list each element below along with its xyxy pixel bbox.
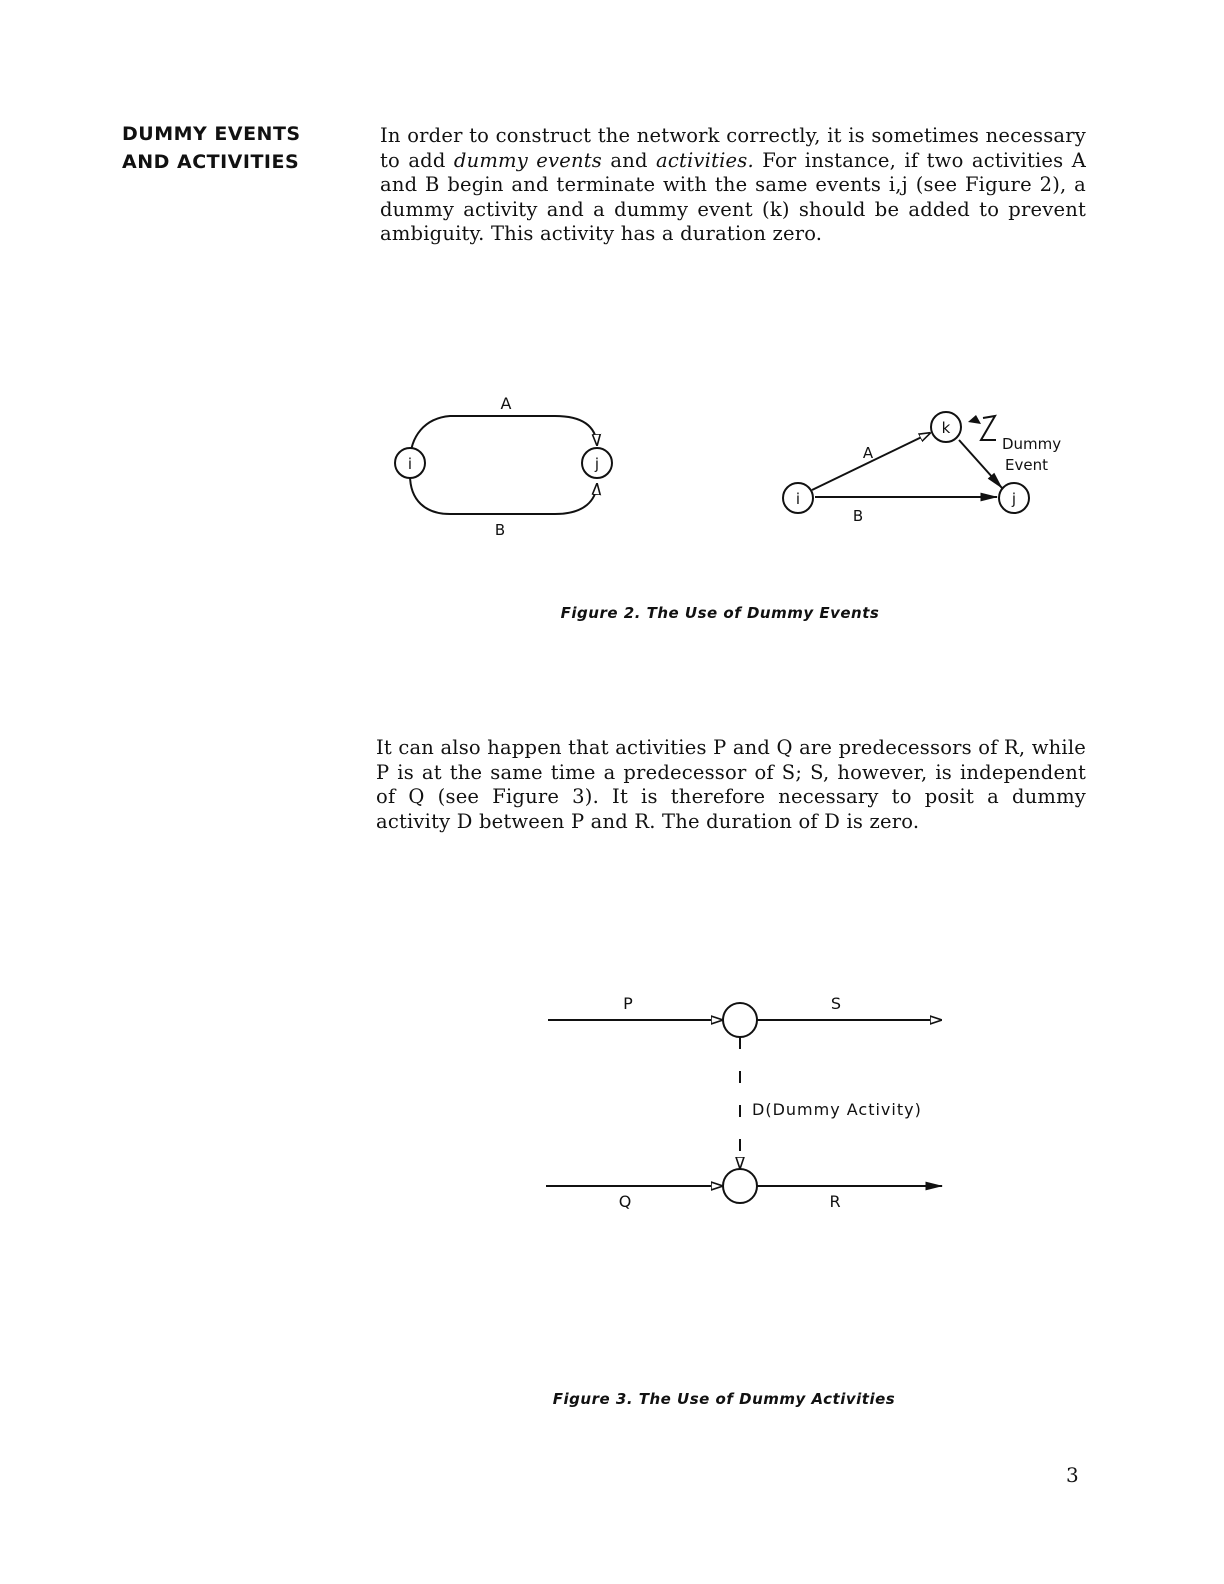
term-activities: activities. [656,148,754,172]
activity-a-edge [410,416,597,462]
dummy-event-pointer [981,416,996,440]
activity-b-label: B [494,521,506,539]
figure2-caption: Figure 2. The Use of Dummy Events [560,604,880,622]
event-node-upper [723,1003,757,1037]
section-heading-line1: DUMMY EVENTS [122,123,301,145]
intro-text-end: For instance, if two activities A and B begin and terminate with the same events i,j (see Figure 2), a dummy activity and a dummy event (k) should be added to prevent ambiguity. This activity has a duration zero. [380,148,1087,245]
figure3-caption: Figure 3. The Use of Dummy Activities [552,1390,896,1408]
dummy-activity-edge [959,440,1002,488]
dummy-event-label-line2: Event [1005,456,1048,474]
dummy-event-label-line1: Dummy [1002,435,1062,453]
event-i-label: i [795,490,801,508]
term-dummy-events: dummy events [453,148,603,172]
dummy-activity-label: D(Dummy Activity) [752,1100,922,1119]
intro-text-start: In order to construct the network correctly, it is sometimes necessary to add [380,124,1086,172]
intro-text-and: and [602,148,657,172]
event-j-label: j [594,455,600,473]
event-node-lower [723,1169,757,1203]
event-k-label: k [941,419,951,437]
event-i-label: i [407,455,413,473]
figure3-intro-paragraph: It can also happen that activities P and Q are predecessors of R, while P is at the same time a predecessor of S; S, however, is independent of Q (see Figure 3). It is therefore necessary to posit a dummy activity D between P and R. The duration of D is zero. [376,736,1086,833]
section-heading-line2: AND ACTIVITIES [122,151,300,173]
activity-p-label: P [623,994,633,1013]
activity-b-label: B [852,507,864,525]
figure2-left-diagram [395,394,612,539]
figure3-diagram [546,994,942,1211]
event-j-label: j [1011,490,1017,508]
activity-q-label: Q [618,1192,632,1211]
activity-a-label: A [862,444,874,462]
activity-b-edge [410,475,597,514]
page-number: 3 [1066,1463,1079,1487]
dummy-event-pointer-arrowhead [968,415,981,424]
activity-s-label: S [830,994,842,1013]
figure2-right-diagram [783,412,1061,525]
activity-r-label: R [829,1192,841,1211]
activity-a-label: A [500,394,512,413]
